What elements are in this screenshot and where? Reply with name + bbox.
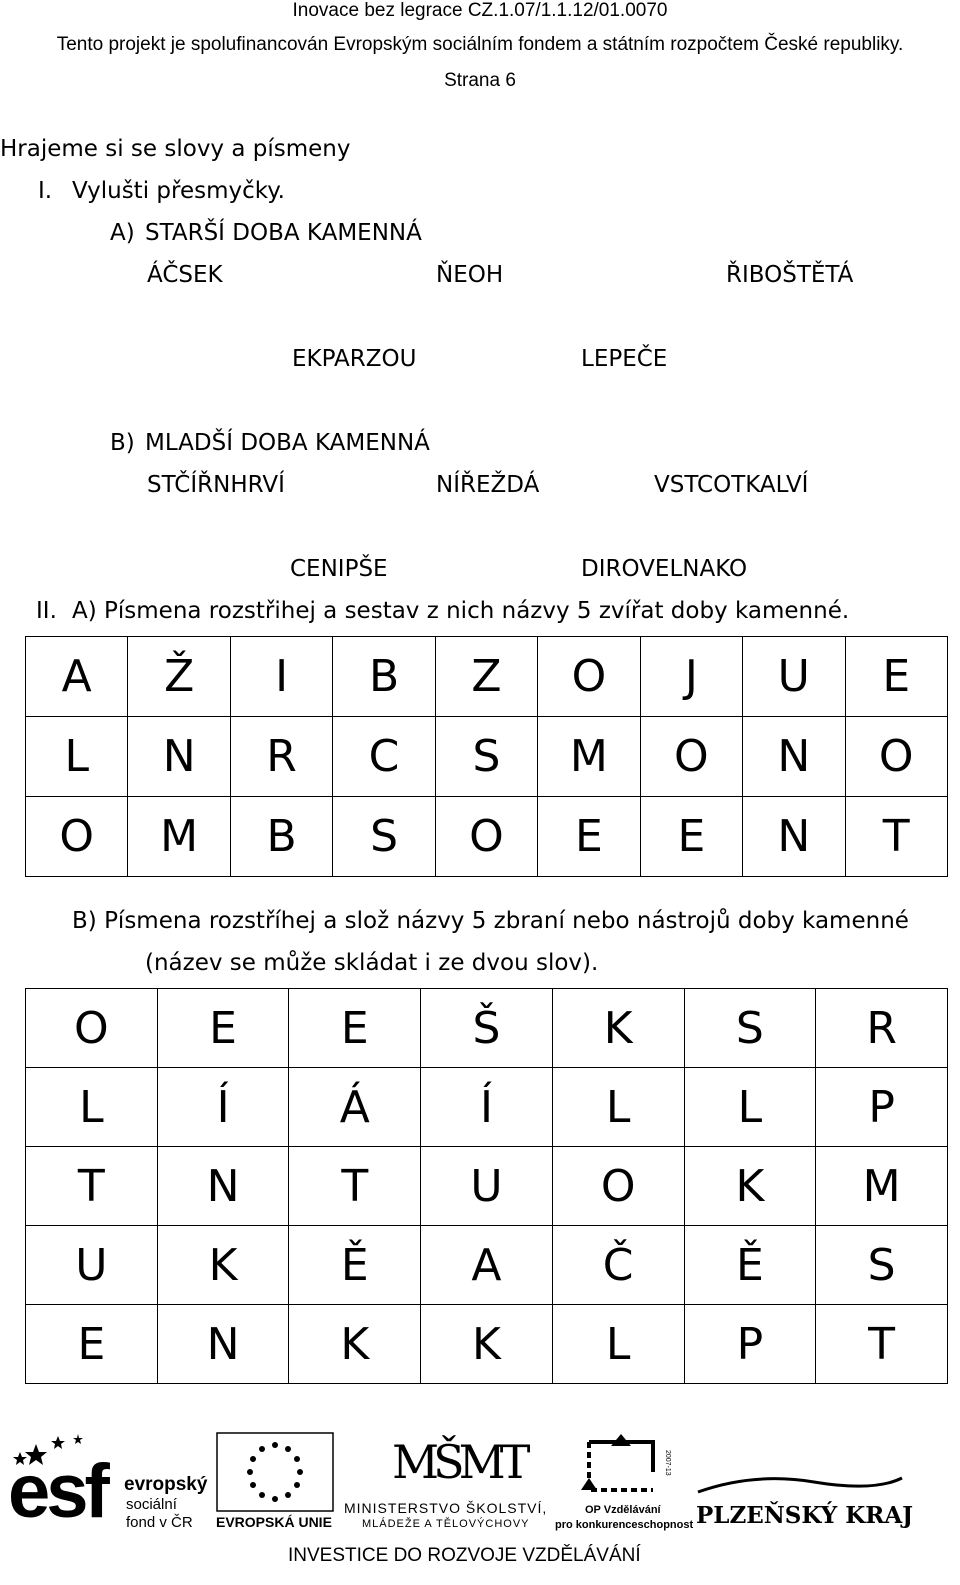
- tool-grid-cell: L: [552, 1305, 684, 1384]
- tool-grid-cell: Ě: [684, 1226, 816, 1305]
- tool-grid-cell: T: [26, 1147, 158, 1226]
- tool-grid-cell: U: [421, 1147, 553, 1226]
- animal-grid-cell: O: [538, 637, 640, 717]
- animal-grid-cell: N: [743, 717, 845, 797]
- tool-grid-cell: R: [816, 989, 948, 1068]
- op-arrow-icon: [581, 1432, 661, 1498]
- msmt-mark: MŠMT: [392, 1435, 525, 1489]
- tool-grid-cell: Š: [421, 989, 553, 1068]
- worksheet-title: Hrajeme si se slovy a písmeny: [0, 136, 351, 162]
- tool-grid-cell: T: [816, 1305, 948, 1384]
- tool-grid-cell: Í: [157, 1068, 289, 1147]
- project-title: Inovace bez legrace CZ.1.07/1.1.12/01.0070: [292, 0, 668, 21]
- animal-grid-cell: O: [845, 717, 948, 797]
- tool-grid-cell: L: [26, 1068, 158, 1147]
- funding-note: Tento projekt je spolufinancován Evropským sociálním fondem a státním rozpočtem České republiky.: [56, 34, 904, 55]
- tool-grid-cell: K: [157, 1226, 289, 1305]
- anagram-a-3: ŘIBOŠTĚTÁ: [726, 262, 854, 288]
- tool-grid-cell: E: [289, 989, 421, 1068]
- animal-grid-row: [26, 717, 948, 797]
- op-logo: [555, 1432, 694, 1532]
- tool-grid-cell: Í: [421, 1068, 553, 1147]
- section-a-label: A): [110, 220, 135, 246]
- animal-grid-row: [26, 797, 948, 877]
- anagram-b-2: NÍŘEŽDÁ: [436, 472, 540, 498]
- animal-grid-cell: Z: [435, 637, 537, 717]
- plzen-text: PLZEŇSKÝ KRAJ: [696, 1502, 914, 1529]
- animal-grid-cell: S: [435, 717, 537, 797]
- animal-grid-cell: Ž: [128, 637, 230, 717]
- msmt-line1: MINISTERSTVO ŠKOLSTVÍ,: [344, 1500, 548, 1516]
- tool-grid-cell: E: [157, 989, 289, 1068]
- anagram-b-5: DIROVELNAKO: [581, 556, 748, 582]
- animal-grid-cell: I: [230, 637, 332, 717]
- plzen-logo: [694, 1470, 914, 1536]
- animal-grid-cell: L: [26, 717, 128, 797]
- plzen-wave-icon: [694, 1470, 906, 1500]
- task2-b-instruction-cont: (název se může skládat i ze dvou slov).: [145, 950, 599, 976]
- eu-text: EVROPSKÁ UNIE: [216, 1514, 332, 1530]
- tool-grid-cell: P: [816, 1068, 948, 1147]
- esf-logo: [6, 1432, 210, 1532]
- msmt-line2: MLÁDEŽE A TĚLOVÝCHOVY: [362, 1518, 530, 1530]
- tool-grid-cell: P: [684, 1305, 816, 1384]
- tool-grid-cell: Ě: [289, 1226, 421, 1305]
- msmt-logo: [340, 1432, 550, 1532]
- tool-grid-cell: N: [157, 1305, 289, 1384]
- animal-grid-cell: E: [845, 637, 948, 717]
- animal-grid-row: [26, 637, 948, 717]
- section-b-heading: MLADŠÍ DOBA KAMENNÁ: [145, 430, 430, 456]
- animal-grid-cell: A: [26, 637, 128, 717]
- tool-grid-cell: K: [684, 1147, 816, 1226]
- animal-grid-cell: E: [538, 797, 640, 877]
- task2-number: II.: [36, 598, 57, 624]
- animal-grid-cell: M: [128, 797, 230, 877]
- animal-grid-cell: U: [743, 637, 845, 717]
- esf-line1: evropský: [124, 1474, 208, 1495]
- tool-grid-cell: Č: [552, 1226, 684, 1305]
- op-year: 2007-13: [664, 1450, 671, 1476]
- animal-grid-cell: E: [640, 797, 742, 877]
- footer-slogan: INVESTICE DO ROZVOJE VZDĚLÁVÁNÍ: [288, 1545, 641, 1566]
- op-line1: OP Vzdělávání: [585, 1504, 661, 1516]
- anagram-a-1: ÁČSEK: [147, 262, 223, 288]
- task2-a-instruction: A) Písmena rozstřihej a sestav z nich názvy 5 zvířat doby kamenné.: [72, 598, 850, 624]
- animal-grid-cell: N: [128, 717, 230, 797]
- tool-grid-cell: O: [552, 1147, 684, 1226]
- animal-grid-cell: O: [640, 717, 742, 797]
- tool-grid-cell: L: [684, 1068, 816, 1147]
- anagram-b-3: VSTCOTKALVÍ: [654, 472, 809, 498]
- task2-b-instruction: B) Písmena rozstříhej a slož názvy 5 zbraní nebo nástrojů doby kamenné: [72, 908, 909, 934]
- tool-grid-cell: L: [552, 1068, 684, 1147]
- animal-grid-cell: N: [743, 797, 845, 877]
- eu-flag-icon: [216, 1432, 334, 1512]
- tool-grid-cell: S: [816, 1226, 948, 1305]
- task1-text: Vylušti přesmyčky.: [72, 178, 285, 204]
- tool-grid-row: [26, 989, 948, 1068]
- esf-big-text: esf: [8, 1449, 106, 1534]
- animal-grid-cell: T: [845, 797, 948, 877]
- tool-grid-cell: N: [157, 1147, 289, 1226]
- esf-line2: sociální: [126, 1496, 177, 1513]
- animal-grid-cell: B: [230, 797, 332, 877]
- tool-grid-row: [26, 1068, 948, 1147]
- page-number: Strana 6: [444, 70, 516, 91]
- tool-grid-cell: T: [289, 1147, 421, 1226]
- op-line2: pro konkurenceschopnost: [555, 1519, 694, 1531]
- section-a-heading: STARŠÍ DOBA KAMENNÁ: [145, 220, 422, 246]
- esf-line3: fond v ČR: [126, 1514, 193, 1531]
- animal-grid-cell: O: [435, 797, 537, 877]
- tool-grid-cell: O: [26, 989, 158, 1068]
- animal-grid-cell: J: [640, 637, 742, 717]
- anagram-a-5: LEPEČE: [581, 346, 668, 372]
- tool-grid-cell: K: [552, 989, 684, 1068]
- tool-grid-row: [26, 1226, 948, 1305]
- section-b-label: B): [110, 430, 135, 456]
- tool-grid-cell: E: [26, 1305, 158, 1384]
- tool-grid-cell: A: [421, 1226, 553, 1305]
- task1-number: I.: [38, 178, 53, 204]
- anagram-a-2: ŇEOH: [436, 262, 504, 288]
- animal-grid-cell: B: [333, 637, 435, 717]
- tool-grid-cell: U: [26, 1226, 158, 1305]
- anagram-b-4: CENIPŠE: [290, 556, 388, 582]
- tool-grid-cell: S: [684, 989, 816, 1068]
- anagram-b-1: STČÍŘNHRVÍ: [147, 472, 285, 498]
- animal-grid-cell: R: [230, 717, 332, 797]
- animal-letter-grid: [25, 636, 948, 877]
- tool-grid-cell: K: [289, 1305, 421, 1384]
- animal-grid-cell: C: [333, 717, 435, 797]
- tool-grid-row: [26, 1147, 948, 1226]
- tool-grid-row: [26, 1305, 948, 1384]
- anagram-a-4: EKPARZOU: [292, 346, 417, 372]
- tool-letter-grid: [25, 988, 948, 1384]
- tool-grid-cell: M: [816, 1147, 948, 1226]
- animal-grid-cell: M: [538, 717, 640, 797]
- tool-grid-cell: K: [421, 1305, 553, 1384]
- tool-grid-cell: Á: [289, 1068, 421, 1147]
- animal-grid-cell: O: [26, 797, 128, 877]
- animal-grid-cell: S: [333, 797, 435, 877]
- eu-logo: [216, 1432, 334, 1532]
